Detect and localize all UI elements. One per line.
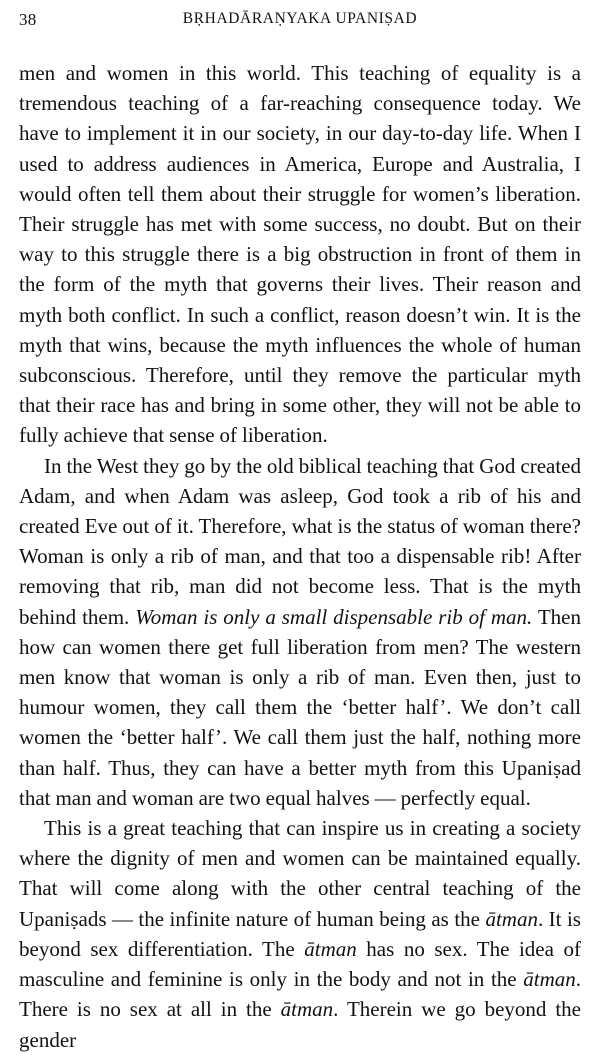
paragraph-text: . There is no sex at all in the [19, 967, 581, 1022]
paragraph-text: This is a great teaching that can inspire us in creating a society where the dignity of men and women can be maintained equally. That will come along with the other central teaching of the Upaniṣads — the infinite nature of human being as the [19, 816, 581, 931]
italic-term: ātman [523, 967, 576, 992]
body-text [19, 58, 581, 1055]
paragraph-text: men and women in this world. This teaching of equality is a tremendous teaching of a far-reaching consequence today. We have to implement it in our society, in our day-to-day life. When I used to address audiences in America, Europe and Australia, I would often tell them about their struggle for women’s liberation. Their struggle has met with some success, no doubt. But on their way to this struggle there is a big obstruction in front of them in the form of the myth that governs their lives. Their reason and myth both conflict. In such a conflict, reason doesn’t win. It is the myth that wins, because the myth influences the whole of human subconscious. Therefore, until they remove the particular myth that their race has and bring in some other, they will not be able to fully achieve that sense of liberation. [19, 61, 581, 448]
paragraph-text: Then how can women there get full liberation from men? The western men know that woman is only a rib of man. Even then, just to humour women, they call them the ‘better half’. We don’t call women the ‘better half’. We call them just the half, nothing more than half. Thus, they can have a better myth from this Upaniṣad that man and woman are two equal halves — perfectly equal. [19, 604, 581, 810]
running-title: BṚHADĀRAṆYAKA UPANIṢAD [182, 10, 418, 27]
italic-term: ātman [304, 936, 357, 961]
italic-term: ātman [485, 906, 538, 931]
paragraph-text: In the West they go by the old biblical teaching that God created Adam, and when Adam was asleep, God took a rib of his and created Eve out of it. Therefore, what is the status of woman there? Woman is only a rib of man, and that too a dispensable rib! After removing that rib, man did not become less. That is the myth behind them. [19, 453, 581, 629]
page-number: 38 [19, 10, 37, 29]
italic-term: ātman [280, 997, 334, 1022]
paragraph-3 [19, 813, 581, 1055]
page-header [19, 10, 581, 38]
paragraph-2 [19, 451, 581, 813]
paragraph-1 [19, 58, 581, 451]
paragraph-text: has no sex. The idea of masculine and feminine is only in the body and not in the [19, 936, 581, 992]
paragraph-text: . Therein we go beyond the gender [19, 997, 581, 1052]
paragraph-text: . It is beyond sex differentiation. The [19, 906, 581, 961]
italic-quote: Woman is only a small dispensable rib of man. [135, 604, 533, 629]
